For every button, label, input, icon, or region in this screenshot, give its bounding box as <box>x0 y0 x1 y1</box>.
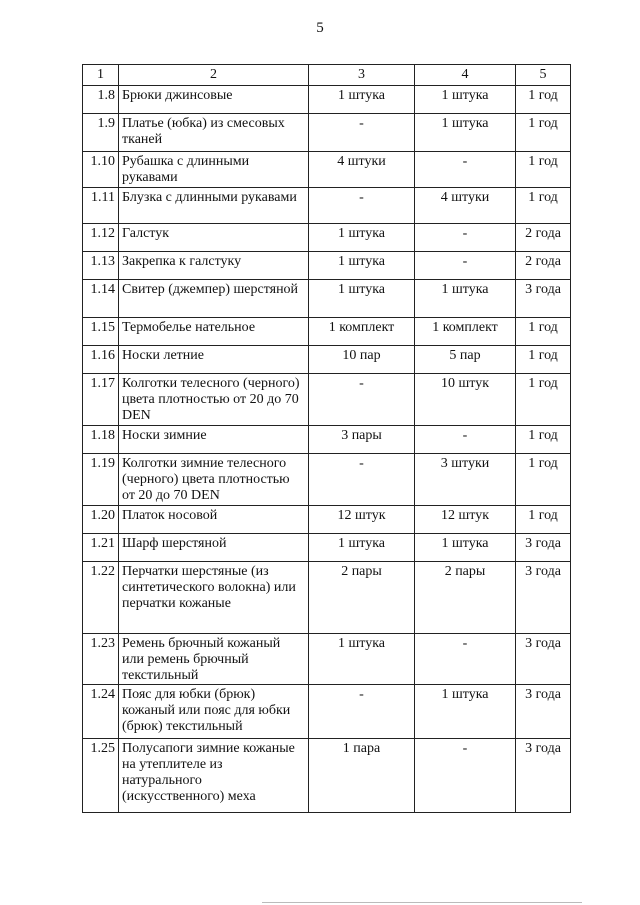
table-row <box>83 114 571 152</box>
wear-period: 3 года <box>516 280 571 318</box>
wear-period: 1 год <box>516 318 571 346</box>
item-name: Колготки зимние телесного (черного) цвета плотностью от 20 до 70 DEN <box>119 454 309 506</box>
quantity-col-4: 10 штук <box>415 374 516 426</box>
quantity-col-3: 1 штука <box>309 252 415 280</box>
row-number: 1.23 <box>83 634 119 685</box>
item-name: Перчатки шерстяные (из синтетического волокна) или перчатки кожаные <box>119 562 309 634</box>
quantity-col-3: 12 штук <box>309 506 415 534</box>
row-number: 1.21 <box>83 534 119 562</box>
table-row <box>83 224 571 252</box>
row-number: 1.17 <box>83 374 119 426</box>
table-row <box>83 318 571 346</box>
table-row <box>83 739 571 813</box>
quantity-col-4: 1 штука <box>415 86 516 114</box>
quantity-col-3: 1 комплект <box>309 318 415 346</box>
quantity-col-4: 5 пар <box>415 346 516 374</box>
wear-period: 3 года <box>516 534 571 562</box>
quantity-col-4: - <box>415 739 516 813</box>
item-name: Рубашка с длинными рукавами <box>119 152 309 188</box>
table-row <box>83 252 571 280</box>
quantity-col-3: - <box>309 114 415 152</box>
quantity-col-3: 1 штука <box>309 634 415 685</box>
item-name: Платье (юбка) из смесовых тканей <box>119 114 309 152</box>
item-name: Ремень брючный кожаный или ремень брючный текстильный <box>119 634 309 685</box>
row-number: 1.20 <box>83 506 119 534</box>
table-row <box>83 426 571 454</box>
quantity-col-3: 10 пар <box>309 346 415 374</box>
quantity-col-4: - <box>415 634 516 685</box>
quantity-col-3: 4 штуки <box>309 152 415 188</box>
item-name: Носки зимние <box>119 426 309 454</box>
header-col-2: 2 <box>119 65 309 86</box>
wear-period: 2 года <box>516 224 571 252</box>
row-number: 1.14 <box>83 280 119 318</box>
wear-period: 1 год <box>516 114 571 152</box>
row-number: 1.18 <box>83 426 119 454</box>
item-name: Носки летние <box>119 346 309 374</box>
quantity-col-3: 1 штука <box>309 534 415 562</box>
quantity-col-3: - <box>309 685 415 739</box>
table-row <box>83 152 571 188</box>
item-name: Платок носовой <box>119 506 309 534</box>
quantity-col-3: 2 пары <box>309 562 415 634</box>
wear-period: 1 год <box>516 426 571 454</box>
quantity-col-3: 3 пары <box>309 426 415 454</box>
item-name: Свитер (джемпер) шерстяной <box>119 280 309 318</box>
item-name: Колготки телесного (черного) цвета плотностью от 20 до 70 DEN <box>119 374 309 426</box>
wear-period: 1 год <box>516 506 571 534</box>
wear-period: 1 год <box>516 86 571 114</box>
page-number: 5 <box>316 20 324 36</box>
table-row <box>83 562 571 634</box>
row-number: 1.25 <box>83 739 119 813</box>
table-row <box>83 346 571 374</box>
quantity-col-4: - <box>415 252 516 280</box>
quantity-col-4: 1 штука <box>415 534 516 562</box>
quantity-col-4: - <box>415 224 516 252</box>
row-number: 1.24 <box>83 685 119 739</box>
quantity-col-4: 2 пары <box>415 562 516 634</box>
table-row <box>83 534 571 562</box>
row-number: 1.9 <box>83 114 119 152</box>
wear-period: 1 год <box>516 152 571 188</box>
item-name: Блузка с длинными рукавами <box>119 188 309 224</box>
wear-period: 1 год <box>516 374 571 426</box>
table-header-row <box>83 65 571 86</box>
row-number: 1.10 <box>83 152 119 188</box>
row-number: 1.11 <box>83 188 119 224</box>
table-row <box>83 188 571 224</box>
table-row <box>83 685 571 739</box>
wear-period: 3 года <box>516 634 571 685</box>
bottom-divider <box>262 902 582 903</box>
header-col-1: 1 <box>83 65 119 86</box>
row-number: 1.8 <box>83 86 119 114</box>
quantity-col-4: 1 комплект <box>415 318 516 346</box>
table-row <box>83 374 571 426</box>
quantity-col-4: 1 штука <box>415 280 516 318</box>
table-row <box>83 506 571 534</box>
quantity-col-4: - <box>415 426 516 454</box>
header-col-5: 5 <box>516 65 571 86</box>
quantity-col-3: 1 штука <box>309 280 415 318</box>
row-number: 1.16 <box>83 346 119 374</box>
item-name: Брюки джинсовые <box>119 86 309 114</box>
item-name: Пояс для юбки (брюк) кожаный или пояс для юбки (брюк) текстильный <box>119 685 309 739</box>
quantity-col-4: 3 штуки <box>415 454 516 506</box>
quantity-col-3: - <box>309 454 415 506</box>
wear-period: 3 года <box>516 562 571 634</box>
table-row <box>83 454 571 506</box>
quantity-col-4: - <box>415 152 516 188</box>
row-number: 1.22 <box>83 562 119 634</box>
header-col-4: 4 <box>415 65 516 86</box>
quantity-col-3: - <box>309 188 415 224</box>
wear-period: 3 года <box>516 739 571 813</box>
quantity-col-3: 1 пара <box>309 739 415 813</box>
quantity-col-3: - <box>309 374 415 426</box>
row-number: 1.19 <box>83 454 119 506</box>
item-name: Полусапоги зимние кожаные на утеплителе из натурального (искусственного) меха <box>119 739 309 813</box>
item-name: Термобелье нательное <box>119 318 309 346</box>
quantity-col-3: 1 штука <box>309 86 415 114</box>
quantity-col-4: 4 штуки <box>415 188 516 224</box>
quantity-col-4: 12 штук <box>415 506 516 534</box>
row-number: 1.13 <box>83 252 119 280</box>
wear-period: 3 года <box>516 685 571 739</box>
row-number: 1.15 <box>83 318 119 346</box>
norms-table <box>82 64 571 813</box>
item-name: Шарф шерстяной <box>119 534 309 562</box>
header-col-3: 3 <box>309 65 415 86</box>
table-row <box>83 634 571 685</box>
table-row <box>83 86 571 114</box>
quantity-col-4: 1 штука <box>415 114 516 152</box>
item-name: Галстук <box>119 224 309 252</box>
wear-period: 1 год <box>516 346 571 374</box>
wear-period: 2 года <box>516 252 571 280</box>
quantity-col-3: 1 штука <box>309 224 415 252</box>
row-number: 1.12 <box>83 224 119 252</box>
wear-period: 1 год <box>516 188 571 224</box>
item-name: Закрепка к галстуку <box>119 252 309 280</box>
table-row <box>83 280 571 318</box>
quantity-col-4: 1 штука <box>415 685 516 739</box>
wear-period: 1 год <box>516 454 571 506</box>
